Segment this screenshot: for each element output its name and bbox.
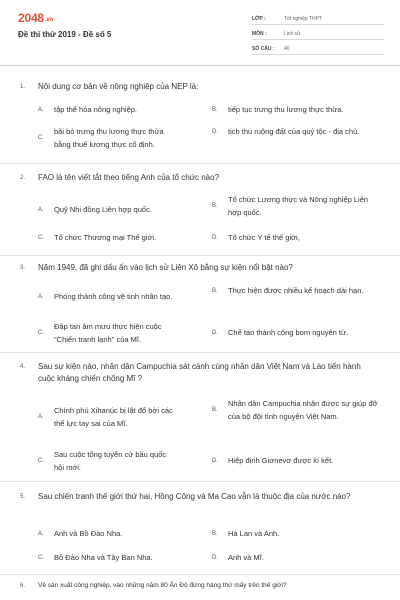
option-letter: C. [38,234,44,241]
option-text: tiếp tục trưng thu lương thực thừa. [228,105,344,114]
option-letter: B. [212,407,218,413]
option-a[interactable] [38,103,204,116]
meta-label: LỚP : [252,16,266,22]
option-b[interactable] [212,527,388,540]
option-text: Tổ chức Y tế thế giới, [228,233,300,242]
option-letter: A. [38,293,44,300]
question-text: Sau sự kiện nào, nhân dân Campuchia sát cánh cùng nhân dân Việt Nam và Lào tiến hành cuộc kháng chiến chống Mĩ ? [38,362,361,383]
option-c[interactable] [38,448,174,474]
question-number: 2. [20,175,26,181]
option-letter: C. [38,330,44,336]
question-number: 4. [20,364,26,370]
option-text: tập thể hóa nông nghiệp. [54,105,137,114]
option-letter: A. [38,206,44,213]
option-a[interactable] [38,527,204,540]
question-divider [0,163,400,164]
question-divider [0,481,400,482]
question-4 [20,361,378,385]
site-logo[interactable] [18,11,53,25]
option-letter: A. [38,106,44,113]
option-text: Bồ Đào Nha và Tây Ban Nha. [54,553,153,562]
question-number: 6. [20,583,26,589]
option-text: Thực hiện được nhiều kế hoạch dài hạn. [228,286,364,295]
exam-title: Đề thi thử 2019 - Đề số 5 [18,30,112,39]
option-letter: B. [212,287,218,294]
question-divider [0,255,400,256]
option-text: Anh và Mĩ. [228,553,264,562]
option-text: Chính phủ Xihanúc bị lật đổ bởi các thế lực tay sai của Mĩ. [54,406,173,428]
option-letter: B. [212,203,218,209]
option-letter: D. [212,457,218,464]
question-text: Năm 1949, đã ghi dấu ấn vào lịch sử Liên Xô bằng sự kiện nổi bật nào? [38,263,293,272]
option-b[interactable] [212,103,388,116]
option-letter: C. [38,554,44,561]
question-3 [20,262,378,274]
option-letter: A. [38,530,44,537]
option-b[interactable] [212,193,378,219]
question-number: 3. [20,265,26,271]
question-divider [0,574,400,575]
option-letter: B. [212,106,218,113]
option-a[interactable] [38,404,179,430]
option-d[interactable] [212,326,388,339]
logo-text: 2048 [18,11,44,25]
option-c[interactable] [38,551,204,564]
option-d[interactable] [212,551,388,564]
meta-row-class [252,10,384,25]
option-text: Tổ chức Lương thực và Nông nghiệp Liên hợp quốc. [228,195,369,217]
option-text: Chế tạo thành công bom nguyên tử. [228,328,349,337]
option-text: Nhân dân Campuchia nhận được sự giúp đỡ của bộ đội tình nguyện Việt Nam. [228,399,378,421]
option-d[interactable] [212,231,388,244]
option-text: Hiệp định Giơnevơ được kí kết. [228,456,334,465]
question-text: Sau chiến tranh thế giới thứ hai, Hồng Công và Ma Cao vẫn là thuộc địa của nước nào? [38,492,351,501]
option-text: tịch thu ruộng đất của quý tộc - địa chủ. [228,127,360,136]
option-text: Tổ chức Thương mại Thế giới. [54,233,157,242]
exam-header [0,0,400,62]
meta-row-subject [252,25,384,40]
option-a[interactable] [38,290,204,303]
option-a[interactable] [38,203,204,216]
meta-label: SỐ CÂU : [252,46,275,52]
option-text: Phóng thành công vệ tinh nhân tạo. [54,292,173,301]
option-b[interactable] [212,397,378,423]
meta-label: MÔN : [252,31,267,37]
option-text: Quỹ Nhi đồng Liên hợp quốc. [54,205,152,214]
question-number: 1. [20,84,26,90]
option-d[interactable] [212,125,368,138]
option-d[interactable] [212,454,388,467]
option-text: Anh và Bồ Đào Nha. [54,529,123,538]
option-letter: D. [212,329,218,336]
option-letter: D. [212,234,218,241]
header-divider [0,65,400,66]
option-text: Đập tan âm mưu thực hiện cuộc "Chiến tranh lạnh" của Mĩ. [54,322,162,344]
question-divider [0,352,400,353]
logo-tld: .vn [44,17,53,23]
option-letter: D. [212,128,218,135]
option-text: bãi bỏ trưng thu lương thực thừa bằng thuế lương thực cố định. [54,127,164,149]
option-letter: A. [38,414,44,420]
question-6 [20,580,378,592]
option-text: Sau cuộc tổng tuyển cử bầu quốc hội mới. [54,450,167,472]
meta-value: Lịch sử [284,31,301,37]
question-number: 5. [20,494,26,500]
meta-value: 40 [284,46,290,52]
option-letter: D. [212,554,218,561]
option-letter: C. [38,458,44,464]
question-text: FAO là tên viết tắt theo tiếng Anh của tổ chức nào? [38,173,220,182]
meta-row-question-count [252,40,384,55]
option-b[interactable] [212,284,368,297]
exam-meta [252,10,384,55]
option-letter: B. [212,530,218,537]
option-letter: C. [38,135,44,141]
question-text: Về sản xuất công nghiệp, vào những năm 80 Ấn Độ đứng hàng thứ mấy trên thế giới? [38,582,287,589]
question-1 [20,81,378,93]
option-c[interactable] [38,231,204,244]
option-c[interactable] [38,125,172,151]
question-5 [20,491,378,503]
option-c[interactable] [38,320,174,346]
question-text: Nội dung cơ bản về nông nghiệp của NEP là: [38,82,199,91]
option-text: Hà Lan và Anh. [228,529,280,538]
question-2 [20,172,378,184]
meta-value: Tốt nghiệp THPT [284,16,322,22]
